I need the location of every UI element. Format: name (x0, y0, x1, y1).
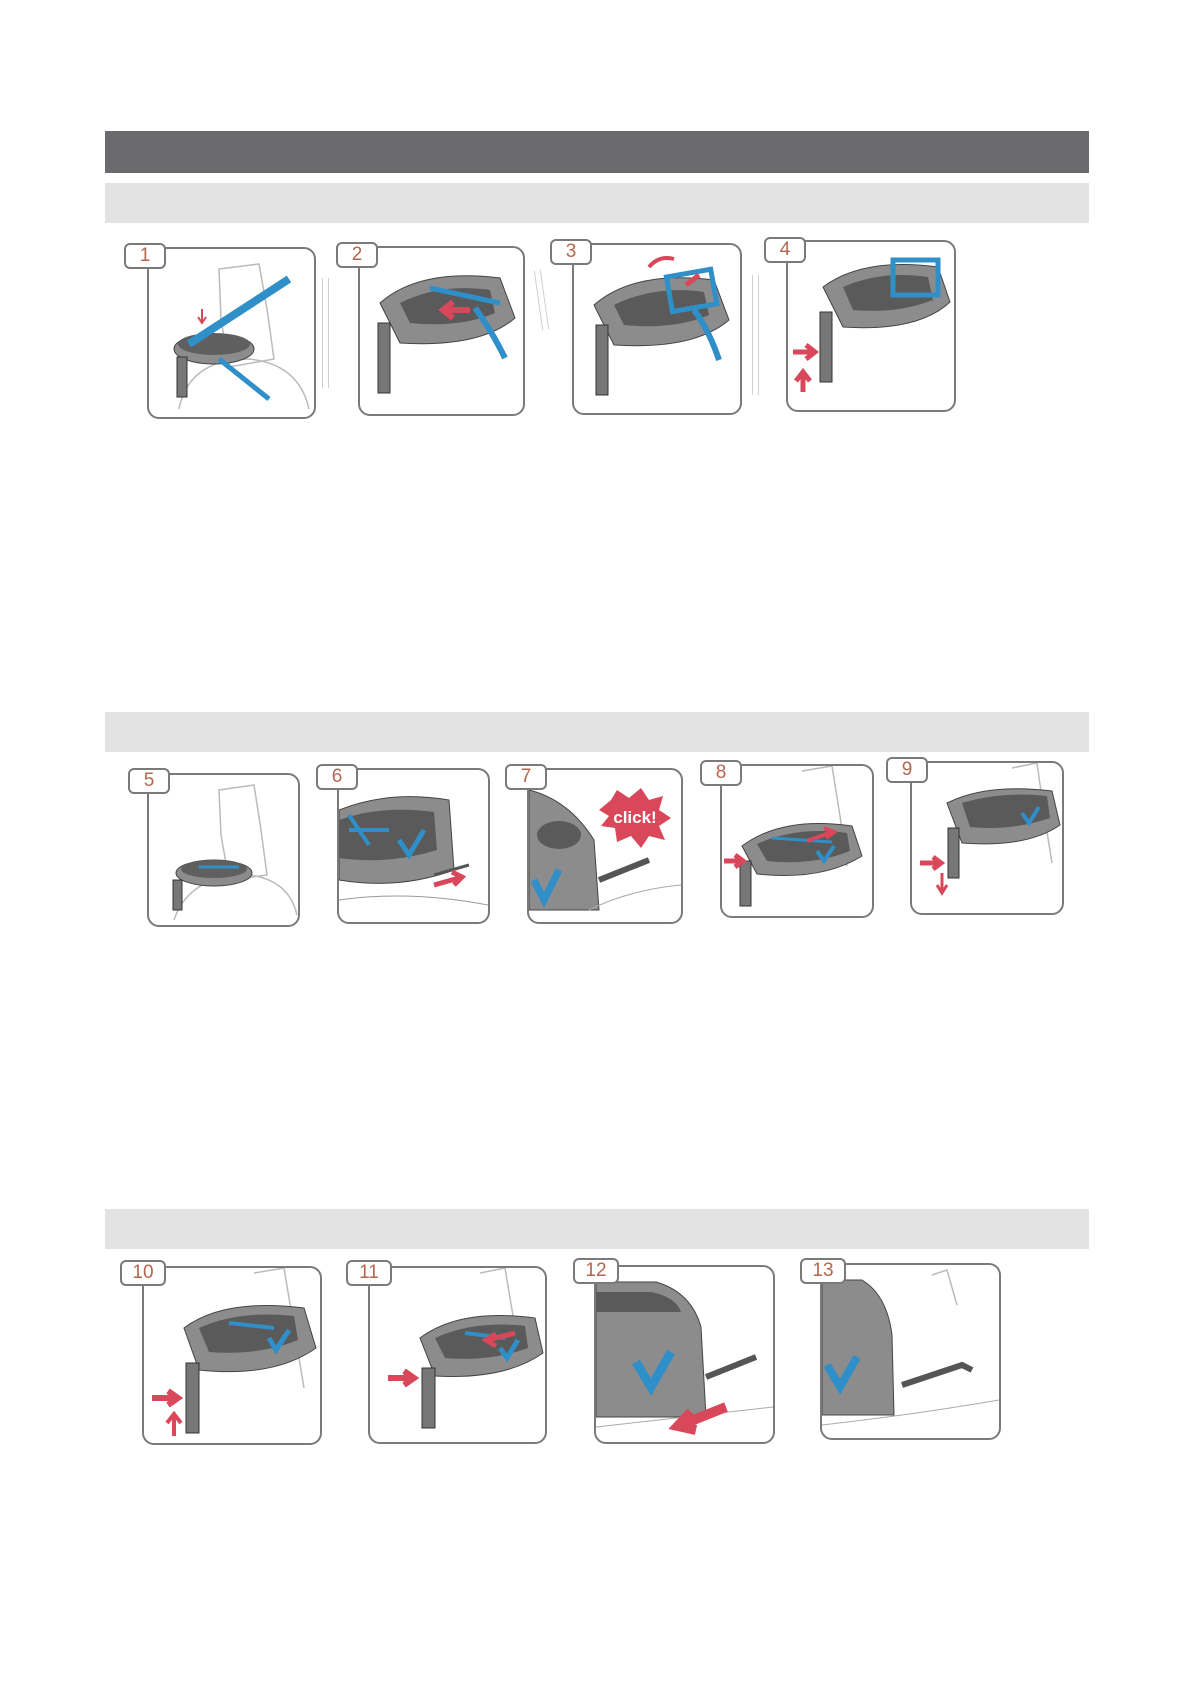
click-label: click! (613, 808, 657, 827)
step-panel-9 (910, 761, 1064, 915)
step-number: 13 (800, 1258, 846, 1284)
step-illustration-9 (912, 763, 1062, 913)
divider (322, 278, 329, 388)
step-illustration-8 (722, 766, 872, 916)
step-number: 9 (886, 757, 928, 783)
divider (752, 275, 759, 395)
step-number: 2 (336, 242, 378, 268)
step-number: 7 (505, 764, 547, 790)
section-bar-2 (105, 712, 1089, 752)
step-number: 12 (573, 1258, 619, 1284)
step-panel-1 (147, 247, 316, 419)
step-number: 3 (550, 239, 592, 265)
step-illustration-5 (149, 775, 298, 925)
step-illustration-13 (822, 1265, 999, 1438)
step-illustration-10 (144, 1268, 320, 1443)
step-number: 8 (700, 760, 742, 786)
section-bar-3 (105, 1209, 1089, 1249)
step-panel-11 (368, 1266, 547, 1444)
step-panel-2 (358, 246, 525, 416)
step-number: 4 (764, 237, 806, 263)
step-illustration-7 (529, 770, 681, 922)
step-illustration-3 (574, 245, 740, 413)
step-illustration-4 (788, 242, 954, 410)
step-number: 10 (120, 1260, 166, 1286)
step-panel-4 (786, 240, 956, 412)
step-panel-8 (720, 764, 874, 918)
step-number: 5 (128, 768, 170, 794)
step-illustration-6 (339, 770, 488, 922)
step-panel-7 (527, 768, 683, 924)
step-number: 11 (346, 1260, 392, 1286)
divider (534, 270, 549, 330)
step-panel-10 (142, 1266, 322, 1445)
step-illustration-11 (370, 1268, 545, 1442)
section-bar-1 (105, 183, 1089, 223)
step-number: 1 (124, 243, 166, 269)
step-illustration-2 (360, 248, 523, 414)
step-illustration-12 (596, 1267, 773, 1442)
step-panel-5 (147, 773, 300, 927)
step-panel-12 (594, 1265, 775, 1444)
step-panel-3 (572, 243, 742, 415)
header-bar (105, 131, 1089, 173)
step-illustration-1 (149, 249, 314, 417)
step-panel-6 (337, 768, 490, 924)
step-number: 6 (316, 764, 358, 790)
step-panel-13 (820, 1263, 1001, 1440)
